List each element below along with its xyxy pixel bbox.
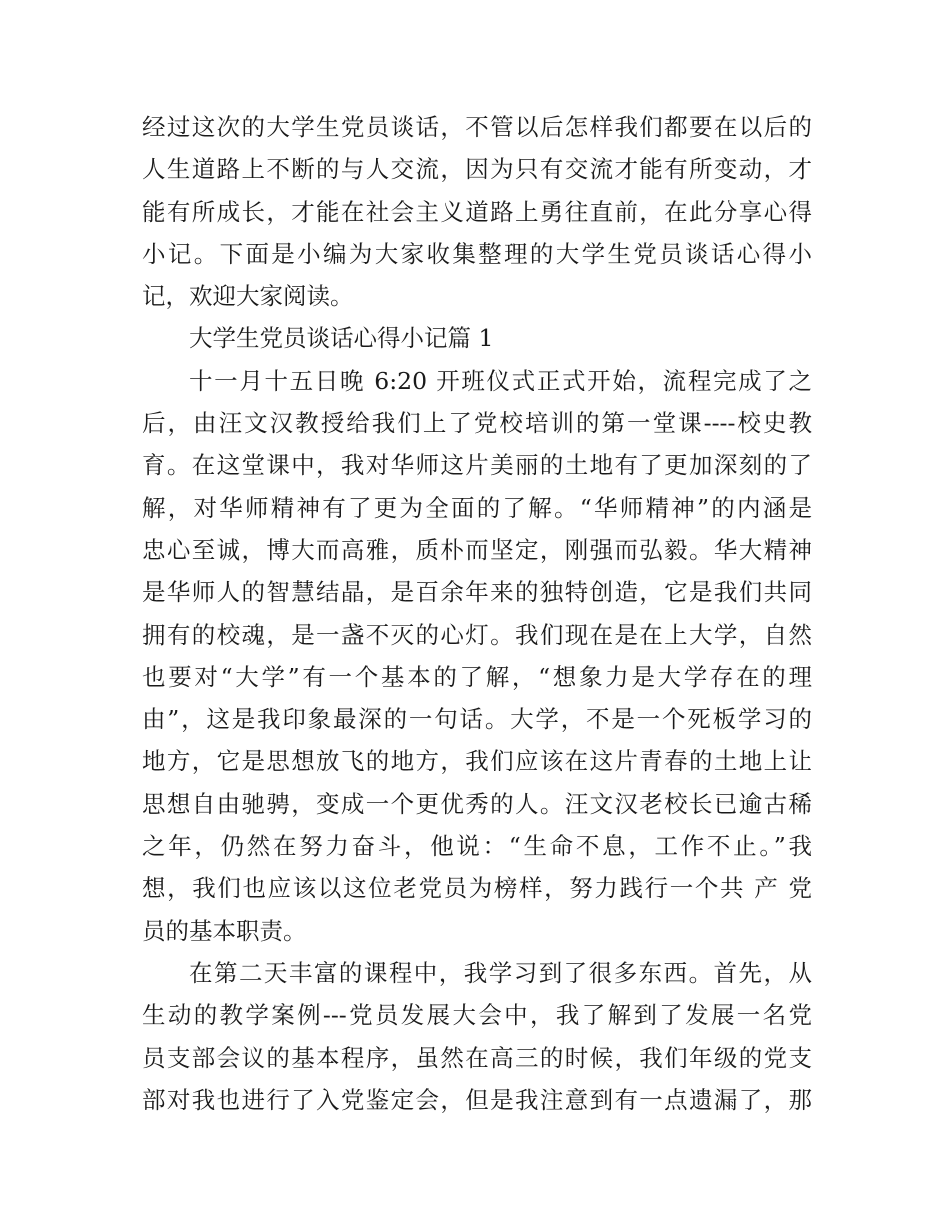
text-line: 经过这次的大学生党员谈话，不管以后怎样我们都要在以后的 (142, 113, 812, 141)
document-body (142, 106, 812, 1121)
section-heading (142, 317, 812, 359)
text-line: 员的基本职责。 (142, 916, 307, 945)
text-line: 想，我们也应该以这位老党员为榜样，努力践行一个共 产 党 (142, 874, 812, 903)
text-line: 后，由汪文汉教授给我们上了党校培训的第一堂课----校史教 (142, 409, 812, 438)
text-line: 部对我也进行了入党鉴定会，但是我注意到有一点遗漏了，那 (142, 1085, 812, 1114)
text-line: 忠心至诚，博大而高雅，质朴而坚定，刚强而弘毅。华大精神 (142, 535, 812, 564)
text-line: 之年，仍然在努力奋斗，他说：“生命不息，工作不止。”我 (142, 832, 812, 861)
text-line: 也要对“大学”有一个基本的了解，“想象力是大学存在的理 (142, 662, 812, 691)
text-line: 十一月十五日晚 6:20 开班仪式正式开始，流程完成了之 (189, 366, 812, 395)
paragraph-1 (142, 360, 812, 952)
text-line: 小记。下面是小编为大家收集整理的大学生党员谈话心得小 (142, 239, 812, 268)
text-line: 人生道路上不断的与人交流，因为只有交流才能有所变动，才 (142, 155, 812, 184)
text-line: 育。在这堂课中，我对华师这片美丽的土地有了更加深刻的了 (142, 451, 812, 480)
text-line: 拥有的校魂，是一盏不灭的心灯。我们现在是在上大学，自然 (142, 620, 812, 649)
text-line: 员支部会议的基本程序，虽然在高三的时候，我们年级的党支 (142, 1043, 812, 1072)
text-line: 思想自由驰骋，变成一个更优秀的人。汪文汉老校长已逾古稀 (142, 789, 812, 818)
text-line: 能有所成长，才能在社会主义道路上勇往直前，在此分享心得 (142, 197, 812, 226)
text-line: 解，对华师精神有了更为全面的了解。“华师精神”的内涵是 (142, 493, 812, 522)
paragraph-2 (142, 952, 812, 1121)
text-line: 由”，这是我印象最深的一句话。大学，不是一个死板学习的 (142, 705, 812, 734)
heading-text: 大学生党员谈话心得小记篇 1 (189, 324, 494, 353)
text-line: 是华师人的智慧结晶，是百余年来的独特创造，它是我们共同 (142, 578, 812, 607)
paragraph-intro (142, 106, 812, 317)
text-line: 记，欢迎大家阅读。 (142, 282, 354, 311)
text-line: 在第二天丰富的课程中，我学习到了很多东西。首先，从 (189, 958, 812, 987)
text-line: 地方，它是思想放飞的地方，我们应该在这片青春的土地上让 (142, 747, 812, 776)
text-line: 生动的教学案例---党员发展大会中，我了解到了发展一名党 (142, 1001, 812, 1030)
